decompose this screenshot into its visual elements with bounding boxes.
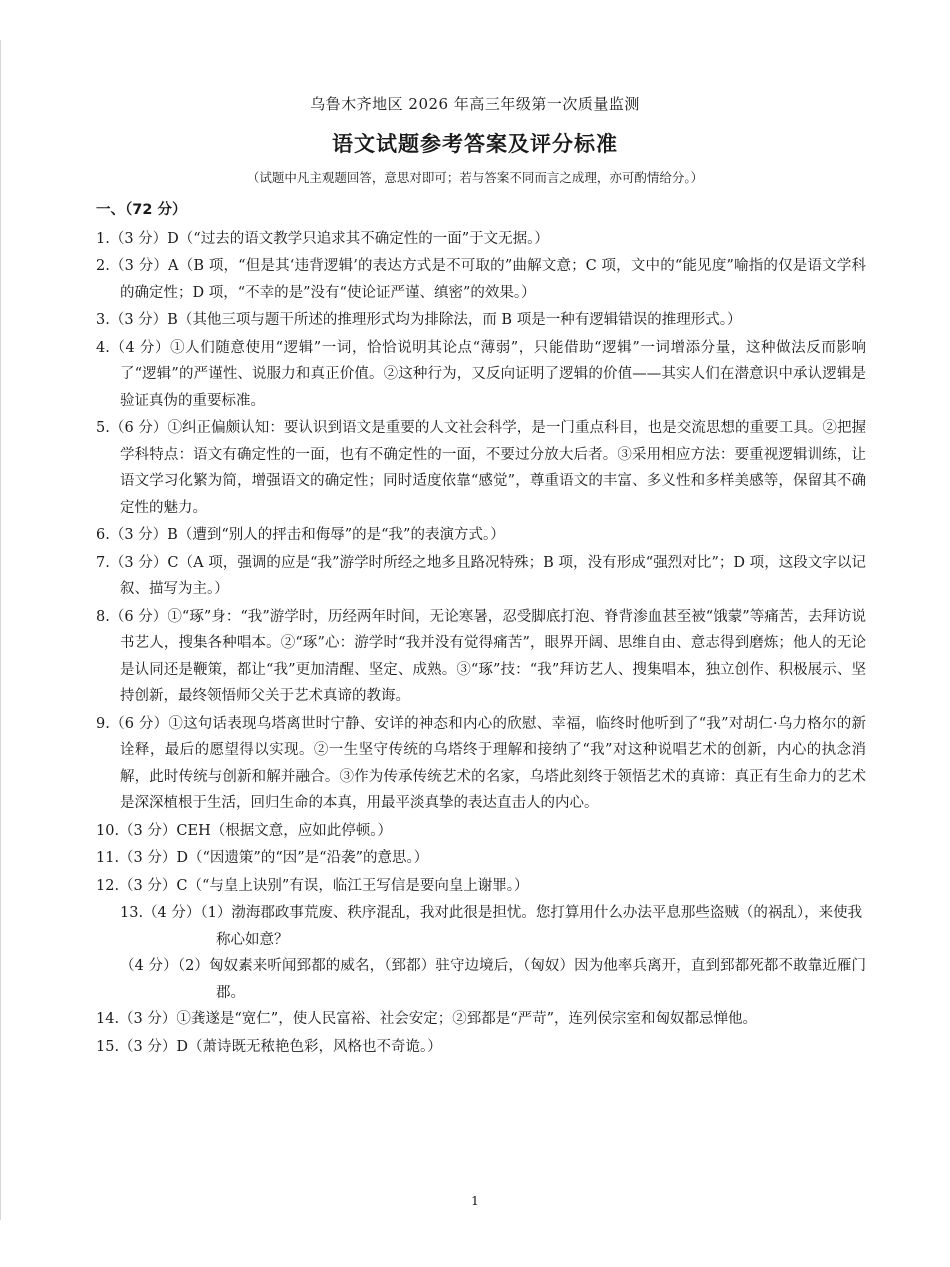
page-edge-line: [0, 40, 1, 1220]
section-heading: 一、（72 分）: [96, 202, 187, 218]
page-number: 1: [471, 1193, 479, 1208]
answer-item-1: 1.（3 分）D（“过去的语文教学只追求其不确定性的一面”于文无据。）: [96, 230, 549, 247]
answer-item-13-part-2: （4 分）（2）匈奴素来听闻郅都的威名，（郅都）驻守边境后，（匈奴）因为他率兵离开，直到郅都死都不敢靠近雁门郡。: [120, 958, 866, 1001]
answer-item-10: 10.（3 分）CEH（根据文意，应如此停顿。）: [96, 822, 392, 839]
grading-note: （试题中凡主观题回答，意思对即可；若与答案不同而言之成理，亦可酌情给分。）: [246, 170, 704, 185]
answer-item-9: 9.（6 分）①这句话表现乌塔离世时宁静、安详的神态和内心的欣慰、幸福，临终时他听到了“我”对胡仁·乌力格尔的新诠释，最后的愿望得以实现。②一生坚守传统的乌塔终于理解和接纳了“我”对这种说唱艺术的创新，内心的执念消解，此时传统与创新和解并融合。③作为传承传统艺术的名家，乌塔此刻终于领悟艺术的真谛：真正有生命力的艺术是深深植根于生活，回归生命的本真，用最平淡真挚的表达直击人的内心。: [96, 715, 866, 811]
document-title: 语文试题参考答案及评分标准: [332, 132, 618, 156]
answer-item-8: 8.（6 分）①“琢”身：“我”游学时，历经两年时间，无论寒暑，忍受脚底打泡、脊背渗血甚至被“饿蒙”等痛苦，去拜访说书艺人，搜集各种唱本。②“琢”心：游学时“我并没有觉得痛苦”，眼界开阔、思维自由、意志得到磨炼；他人的无论是认同还是鞭策，都让“我”更加清醒、坚定、成熟。③“琢”技：“我”拜访艺人、搜集唱本，独立创作、积极展示、坚持创新，最终领悟师父关于艺术真谛的教诲。: [96, 608, 866, 704]
answer-item-15: 15.（3 分）D（萧诗既无秾艳色彩，风格也不奇诡。）: [96, 1038, 442, 1055]
answer-item-13-part-1: 13.（4 分）（1）渤海郡政事荒废、秩序混乱，我对此很是担忧。您打算用什么办法平息那些盗贼（的祸乱），来使我称心如意？: [120, 905, 863, 948]
answer-item-12: 12.（3 分）C（“与皇上诀别”有误，临江王写信是要向皇上谢罪。）: [96, 877, 529, 894]
answer-item-14: 14.（3 分）①龚遂是“宽仁”，使人民富裕、社会安定；②郅都是“严苛”，连列侯宗室和匈奴都忌惮他。: [96, 1011, 758, 1027]
answer-item-5: 5.（6 分）①纠正偏颇认知：要认识到语文是重要的人文社会科学，是一门重点科目，也是交流思想的重要工具。②把握学科特点：语文有确定性的一面，也有不确定性的一面，不要过分放大后者。③采用相应方法：要重视逻辑训练，让语文学习化繁为简，增强语文的确定性；同时适度依靠“感觉”，尊重语文的丰富、多义性和多样美感等，保留其不确定性的魅力。: [96, 420, 866, 516]
answer-item-3: 3.（3 分）B（其他三项与题干所述的推理形式均为排除法，而 B 项是一种有逻辑错误的推理形式。）: [96, 312, 742, 328]
answer-item-6: 6.（3 分）B（遭到“别人的抨击和侮辱”的是“我”的表演方式。）: [96, 527, 505, 543]
answer-content: [96, 197, 866, 1061]
answer-item-11: 11.（3 分）D（“因遗策”的“因”是“沿袭”的意思。）: [96, 850, 429, 866]
exam-subtitle: 乌鲁木齐地区 2026 年高三年级第一次质量监测: [310, 95, 640, 113]
answer-item-7: 7.（3 分）C（A 项，强调的应是“我”游学时所经之地多且路况特殊；B 项，没有形成“强烈对比”；D 项，这段文字以记叙、描写为主。）: [96, 554, 866, 597]
answer-item-2: 2.（3 分）A（B 项，“但是其‘违背逻辑’的表达方式是不可取的”曲解文意；C 项，文中的“能见度”喻指的仅是语文学科的确定性；D 项，“不幸的是”没有“使论证严谨、缜密”的效果。）: [96, 258, 866, 301]
answer-item-4: 4.（4 分）①人们随意使用“逻辑”一词，恰恰说明其论点“薄弱”，只能借助“逻辑”一词增添分量，这种做法反而影响了“逻辑”的严谨性、说服力和真正价值。②这种行为，又反向证明了逻辑的价值——其实人们在潜意识中承认逻辑是验证真伪的重要标准。: [96, 339, 866, 409]
